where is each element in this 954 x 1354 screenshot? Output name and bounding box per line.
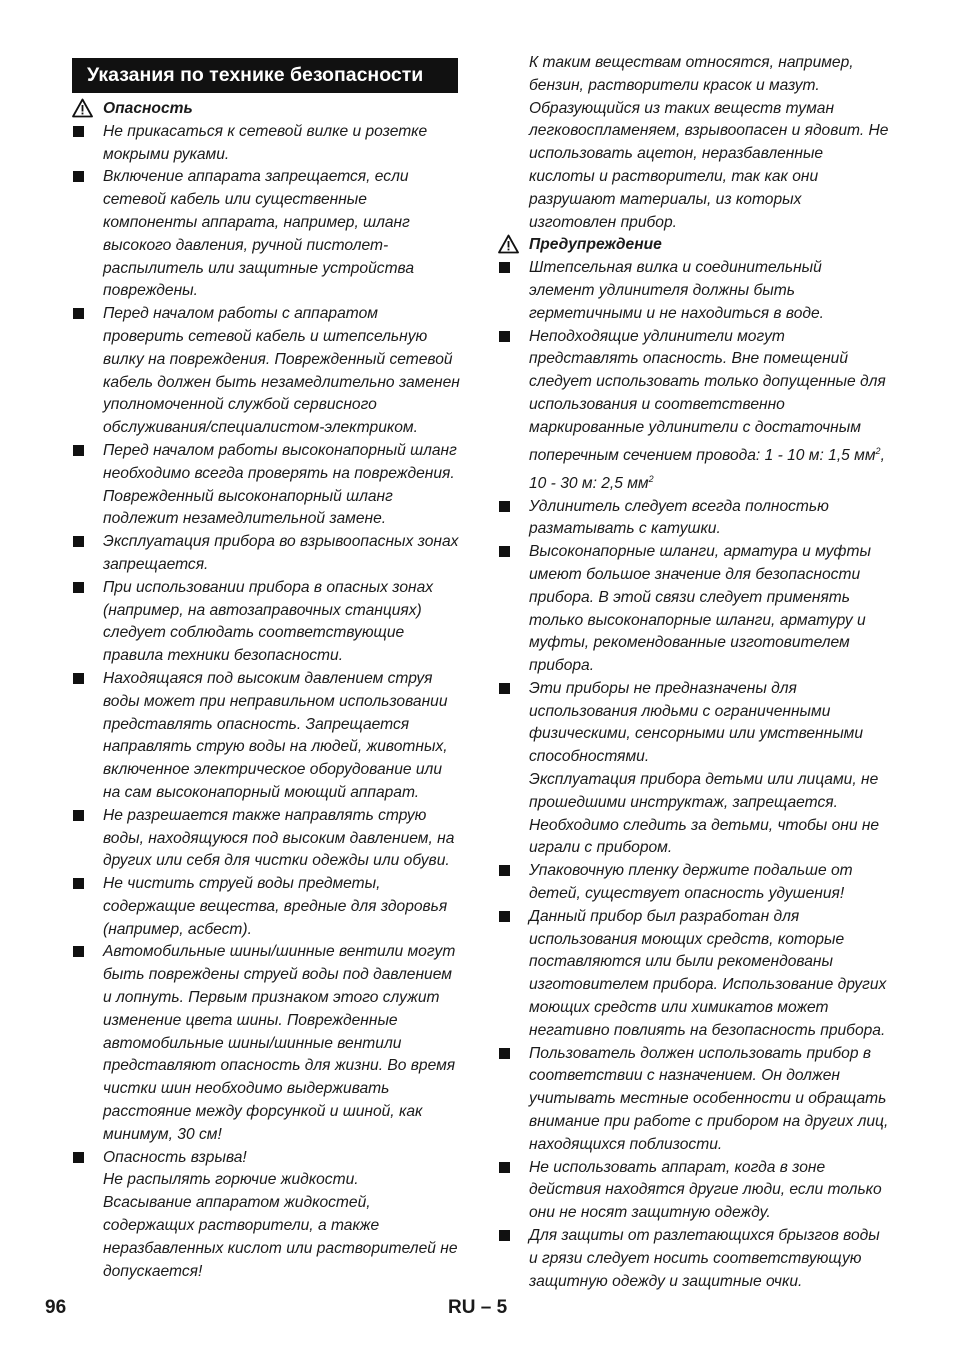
bullet-marker — [73, 126, 84, 137]
bullet-marker — [499, 262, 510, 273]
bullet-marker — [73, 878, 84, 889]
bullet-marker — [73, 445, 84, 456]
list-item — [498, 1043, 890, 1157]
bullet-marker — [499, 1048, 510, 1059]
list-item — [498, 1157, 890, 1225]
list-item-text: Данный прибор был разработан для использования моющих средств, которые поставляются или были рекомендованы изготовителем прибора. Использование других моющих средств или химикатов может негативно повлиять на безопасность прибора. — [529, 907, 887, 1039]
continuation-text: К таким веществам относятся, например, бензин, растворители красок и мазут. Образующийся из таких веществ туман легковоспламеняем, взрывоопасен и ядовит. Не использовать ацетон, неразбавленные кислоты и растворители, так как они разрушают материалы, из которых изготовлен прибор. — [529, 54, 889, 231]
list-item-text: Не прикасаться к сетевой вилке и розетке мокрыми руками. — [103, 122, 428, 163]
warning-subheading — [498, 234, 890, 257]
list-item-text: Высоконапорные шланги, арматура и муфты имеют большое значение для безопасности прибора. В этой связи следует применять только высоконапорные шланги, арматуру и муфты, рекомендованные изготовителем прибора. — [529, 543, 871, 675]
bullet-marker — [73, 946, 84, 957]
list-item — [498, 678, 890, 860]
bullet-marker — [73, 582, 84, 593]
explosion-heading-text: Опасность взрыва! — [103, 1148, 247, 1166]
list-item — [72, 166, 462, 303]
list-item — [72, 303, 462, 440]
list-item-text: Эксплуатация прибора во взрывоопасных зонах запрещается. — [103, 533, 459, 573]
explosion-detail-text: Всасывание аппаратом жидкостей, содержащих растворители, а также неразбавленных кислот или растворителей не допускается! — [103, 1194, 458, 1280]
bullet-marker — [499, 1162, 510, 1173]
section-heading: Указания по технике безопасности — [72, 58, 458, 93]
list-item — [72, 1147, 462, 1284]
restricted-use-text: Эти приборы не предназначены для использования людьми с ограниченными физическими, сенсорными или умственными способностями. — [529, 679, 864, 766]
list-item — [72, 531, 462, 577]
list-item — [498, 906, 890, 1043]
danger-label: Опасность — [103, 100, 193, 117]
list-item-text: Удлинитель следует всегда полностью разматывать с катушки. — [529, 497, 829, 538]
bullet-marker — [499, 501, 510, 512]
list-item — [72, 873, 462, 941]
bullet-marker — [73, 810, 84, 821]
list-item-text: Не разрешается также направлять струю воды, находящуюся под высоким давлением, на других или себя для чистки одежды или обуви. — [103, 806, 455, 870]
list-item-text: Находящаяся под высоким давлением струя воды может при неправильном использовании представлять опасность. Запрещается направлять струю воды на людей, животных, включенное электрическое оборудование или на сам высоконапорный моющий аппарат. — [103, 669, 448, 801]
list-item-text: Автомобильные шины/шинные вентили могут быть повреждены струей воды под давлением и лопнуть. Первым признаком этого служит изменение цвета шины. Поврежденные автомобильные шины/шинные вентили представляют опасность для жизни. Во время чистки шин необходимо выдерживать расстояние между форсункой и шиной, как минимум, 30 см! — [103, 943, 456, 1143]
bullet-marker — [499, 546, 510, 557]
list-item — [498, 860, 890, 906]
bullet-marker — [73, 171, 84, 182]
list-item — [72, 668, 462, 805]
list-item — [72, 941, 462, 1146]
list-item — [498, 257, 890, 325]
bullet-marker — [73, 673, 84, 684]
extension-cord-text: Неподходящие удлинители могут представлять опасность. Вне помещений следует использовать только допущенные для использования и соответственно маркированные удлинители с достаточным поперечным сечением провода: 1 - 10 м: 1,5 $мм^2$, 10 - 30 м: 2,5 $мм^2$ — [529, 327, 886, 492]
list-item — [72, 440, 462, 531]
bullet-marker — [73, 308, 84, 319]
list-item-text: Не использовать аппарат, когда в зоне действия находятся другие люди, если только они не носят защитную одежду. — [529, 1158, 882, 1222]
left-column — [72, 98, 462, 1283]
bullet-marker — [73, 1152, 84, 1163]
list-item-text: Пользователь должен использовать прибор в соответствии с назначением. Он должен учитывать местные особенности и обращать внимание при работе с прибором на других лиц, находящихся поблизости. — [529, 1044, 889, 1153]
page-number: 96 — [45, 1297, 67, 1318]
bullet-marker — [499, 331, 510, 342]
list-item-text: Перед началом работы с аппаратом проверить сетевой кабель и штепсельную вилку на повреждения. Поврежденный сетевой кабель должен быть незамедлительно заменен уполномоченной службой сервисного обслуживания/специалистом-электриком. — [103, 305, 460, 437]
bullet-marker — [73, 536, 84, 547]
bullet-marker — [499, 683, 510, 694]
list-item — [498, 326, 890, 496]
list-item — [72, 577, 462, 668]
list-item-text: Включение аппарата запрещается, если сетевой кабель или существенные компоненты аппарата, например, шланг высокого давления, ручной пистолет-распылитель или защитные устройства повреждены. — [103, 168, 415, 300]
list-item — [498, 541, 890, 678]
list-item-text: Упаковочную пленку держите подальше от детей, существует опасность удушения! — [529, 862, 853, 903]
list-item — [72, 121, 462, 167]
section-code: RU – 5 — [448, 1297, 508, 1318]
list-item-text: Перед началом работы высоконапорный шланг необходимо всегда проверять на повреждения. Поврежденный высоконапорный шланг подлежит незамедлительной замене. — [103, 441, 457, 528]
list-item-text: При использовании прибора в опасных зонах (например, на автозаправочных станциях) следует соблюдать соответствующие правила техники безопасности. — [103, 578, 434, 665]
bullet-marker — [499, 865, 510, 876]
bullet-marker — [499, 911, 510, 922]
list-item — [72, 805, 462, 873]
list-item-text: Не чистить струей воды предметы, содержащие вещества, вредные для здоровья (например, асбест). — [103, 875, 448, 938]
list-item-text: Штепсельная вилка и соединительный элемент удлинителя должны быть герметичными и не находиться в воде. — [529, 259, 825, 322]
children-text: Эксплуатация прибора детьми или лицами, не прошедшими инструктаж, запрещается. Необходимо следить за детьми, чтобы они не играли с прибором. — [529, 771, 880, 857]
list-item-text: Для защиты от разлетающихся брызгов воды и грязи следует носить соответствующую защитную одежду и защитные очки. — [529, 1227, 880, 1290]
warning-label: Предупреждение — [529, 236, 662, 254]
warning-triangle-icon — [72, 98, 93, 118]
bullet-marker — [499, 1230, 510, 1241]
warning-triangle-icon — [498, 234, 519, 254]
explosion-text: Не распылять горючие жидкости. — [103, 1171, 359, 1189]
right-column — [498, 52, 890, 1293]
list-item — [498, 496, 890, 542]
danger-subheading — [72, 98, 462, 121]
list-item — [498, 1225, 890, 1293]
